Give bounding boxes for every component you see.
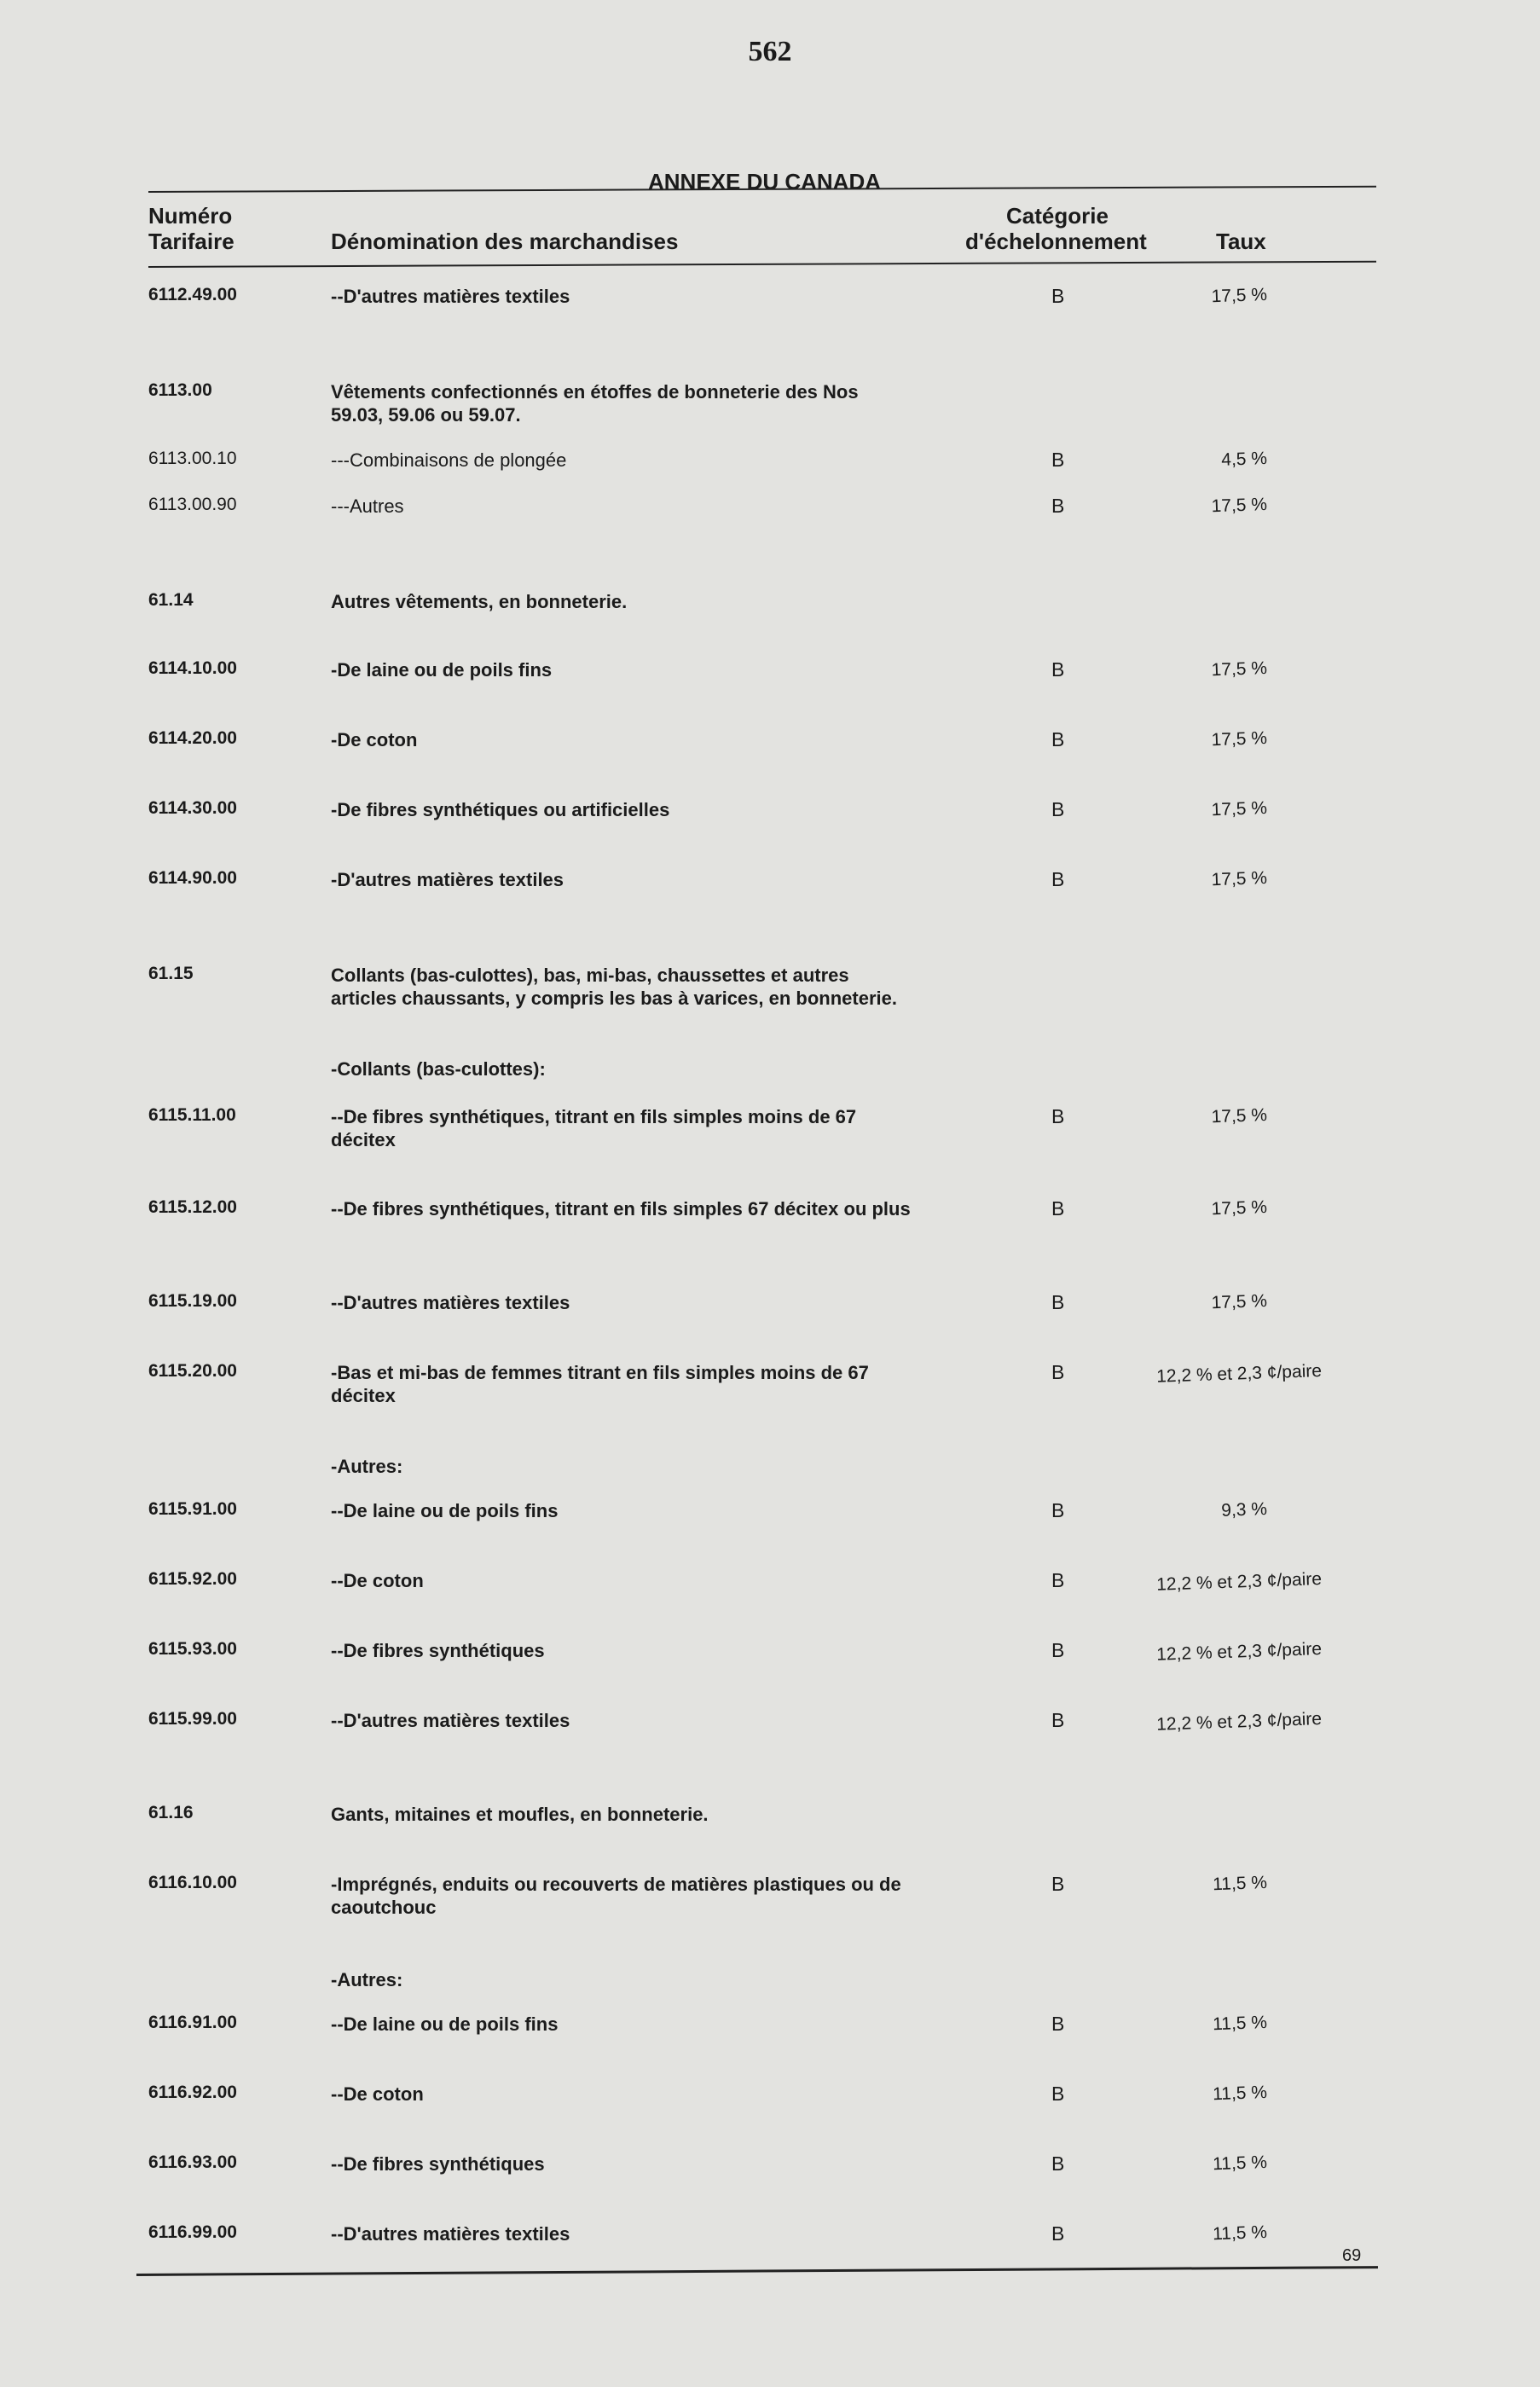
duty-rate: 11,5 % [1212,1873,1268,1895]
duty-rate: 12,2 % et 2,3 ¢/paire [1155,1569,1323,1595]
staging-category: B [1051,1291,1065,1313]
tariff-code: 6116.91.00 [148,2013,237,2032]
staging-category: B [1051,1639,1065,1661]
goods-description: --De fibres synthétiques [331,1640,545,1661]
duty-rate: 12,2 % et 2,3 ¢/paire [1155,1639,1323,1665]
staging-category: B [1051,449,1065,471]
goods-description: ---Autres [331,495,404,517]
tariff-code: 6115.19.00 [148,1291,237,1311]
duty-rate: 11,5 % [1212,2152,1268,2175]
duty-rate: 11,5 % [1212,2013,1268,2035]
goods-description: -De fibres synthétiques ou artificielles [331,799,670,820]
tariff-code: 6116.10.00 [148,1873,237,1892]
tariff-code: 6114.30.00 [148,798,237,818]
staging-category: B [1051,798,1065,820]
goods-description: --De laine ou de poils fins [331,1500,559,1521]
header-description: Dénomination des marchandises [331,229,679,254]
goods-description: --D'autres matières textiles [331,1292,570,1313]
duty-rate: 17,5 % [1211,1105,1268,1127]
goods-description: --De fibres synthétiques [331,2153,545,2175]
goods-description: -Bas et mi-bas de femmes titrant en fils simples moins de 67 décitex [331,1362,869,1406]
tariff-code: 6115.12.00 [148,1197,237,1217]
staging-category: B [1051,1873,1065,1895]
header-category-line2: d'échelonnement [965,229,1147,254]
duty-rate: 17,5 % [1211,285,1268,307]
duty-rate: 17,5 % [1211,658,1268,681]
tariff-code: 61.16 [148,1803,194,1822]
duty-rate [1100,1803,1267,1809]
staging-category: B [1051,285,1065,307]
tariff-code: 6115.91.00 [148,1499,237,1519]
goods-description: -De coton [331,729,418,750]
goods-description: --D'autres matières textiles [331,1710,570,1731]
duty-rate: 12,2 % et 2,3 ¢/paire [1155,1361,1323,1387]
tariff-code: 6115.20.00 [148,1361,237,1381]
staging-category: B [1051,658,1065,681]
staging-category: B [1051,2152,1065,2175]
duty-rate: 11,5 % [1212,2083,1268,2105]
goods-description: ---Combinaisons de plongée [331,449,567,471]
page-number: 562 [748,36,792,67]
duty-rate [1100,380,1267,386]
tariff-code: 6116.93.00 [148,2152,237,2172]
tariff-code: 6116.99.00 [148,2222,237,2242]
duty-rate: 17,5 % [1211,728,1268,750]
goods-description: --D'autres matières textiles [331,286,570,307]
duty-rate: 9,3 % [1220,1499,1268,1521]
goods-description: --De coton [331,1570,424,1591]
tariff-code: 61.15 [148,964,194,983]
staging-category: B [1051,495,1065,517]
tariff-code: 6114.20.00 [148,728,237,748]
staging-category: B [1051,2013,1065,2035]
tariff-code: 61.14 [148,590,194,610]
staging-category: B [1051,1361,1065,1383]
tariff-code: 6115.11.00 [148,1105,236,1125]
goods-description: -Autres: [331,1456,403,1477]
goods-description: -De laine ou de poils fins [331,659,553,681]
goods-description: --De fibres synthétiques, titrant en fils simples moins de 67 décitex [331,1106,857,1150]
duty-rate: 4,5 % [1220,449,1268,470]
staging-category: B [1051,1709,1065,1731]
duty-rate: 11,5 % [1212,2222,1268,2245]
header-category-line1: Catégorie [1006,203,1109,229]
duty-rate: 12,2 % et 2,3 ¢/paire [1155,1709,1323,1735]
staging-category: B [1051,2083,1065,2105]
staging-category: B [1051,728,1065,750]
staging-category: B [1051,1499,1065,1521]
goods-description: --De fibres synthétiques, titrant en fils simples 67 décitex ou plus [331,1198,911,1220]
corner-number: 69 [1342,2246,1362,2265]
goods-description: --De coton [331,2083,424,2105]
goods-description: Collants (bas-culottes), bas, mi-bas, chaussettes et autres articles chaussants, y compris les bas à varices, en bonneterie. [331,965,897,1009]
tariff-code: 6115.92.00 [148,1569,237,1589]
duty-rate: 17,5 % [1211,798,1268,820]
staging-category: B [1051,2222,1065,2245]
header-rate: Taux [1216,229,1266,254]
duty-rate: 17,5 % [1211,495,1268,517]
tariff-code: 6112.49.00 [148,285,237,304]
header-bottom-rule [148,261,1376,268]
tariff-code: 6113.00.90 [148,495,237,514]
duty-rate: 17,5 % [1211,1291,1268,1313]
tariff-code: 6114.10.00 [148,658,237,678]
tariff-code: 6115.93.00 [148,1639,237,1659]
goods-description: Autres vêtements, en bonneterie. [331,591,628,612]
tariff-code: 6113.00.10 [148,449,237,468]
tariff-code: 6113.00 [148,380,212,400]
duty-rate [1100,964,1267,970]
header-code-line2: Tarifaire [148,229,234,254]
goods-description: Gants, mitaines et moufles, en bonneterie. [331,1804,709,1825]
duty-rate [1100,590,1267,596]
tariff-code: 6116.92.00 [148,2083,237,2102]
goods-description: --De laine ou de poils fins [331,2013,559,2035]
duty-rate [1100,1057,1267,1063]
staging-category: B [1051,1105,1065,1127]
goods-description: Vêtements confectionnés en étoffes de bonneterie des Nos 59.03, 59.06 ou 59.07. [331,381,859,426]
duty-rate: 17,5 % [1211,868,1268,890]
staging-category: B [1051,1197,1065,1220]
tariff-code: 6115.99.00 [148,1709,237,1729]
duty-rate [1100,1968,1267,1974]
goods-description: --D'autres matières textiles [331,2223,570,2245]
annex-title: ANNEXE DU CANADA [648,169,882,194]
tariff-code: 6114.90.00 [148,868,237,888]
goods-description: -D'autres matières textiles [331,869,564,890]
footer-rule [136,2266,1378,2276]
goods-description: -Autres: [331,1969,403,1990]
duty-rate: 17,5 % [1211,1197,1268,1220]
goods-description: -Collants (bas-culottes): [331,1058,546,1080]
staging-category: B [1051,1569,1065,1591]
header-code-line1: Numéro [148,203,233,229]
duty-rate [1100,1455,1267,1461]
staging-category: B [1051,868,1065,890]
goods-description: -Imprégnés, enduits ou recouverts de matières plastiques ou de caoutchouc [331,1874,901,1918]
